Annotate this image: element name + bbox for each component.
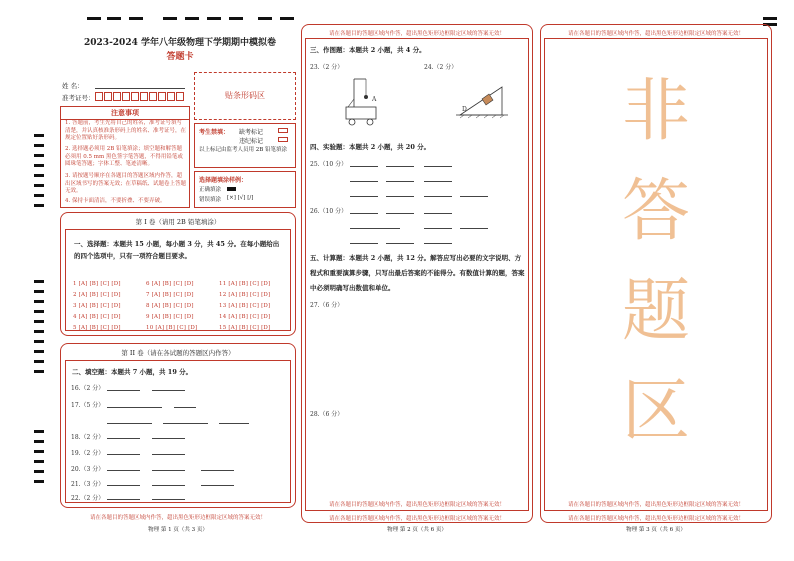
cart-figure bbox=[338, 71, 386, 129]
answer-line[interactable] bbox=[386, 243, 414, 244]
answer-line[interactable] bbox=[424, 166, 452, 167]
answer-line[interactable] bbox=[350, 196, 378, 197]
note-3: 3. 请按题号顺序在各题目的答题区域内作答，超出区域书写的答案无效；在草稿纸、试题卷上答题无效。 bbox=[65, 173, 187, 194]
section-2-instruction: 二、填空题：本题共 7 小题，共 19 分。 bbox=[72, 368, 193, 376]
answer-line[interactable] bbox=[350, 166, 378, 167]
note-4: 4. 保持卡面清洁，不要折叠、不要弄破。 bbox=[65, 198, 166, 204]
fill-example-title: 选择题填涂样例： bbox=[199, 177, 248, 184]
question-19-label: 19.（2 分） bbox=[71, 450, 105, 457]
wrong-fill-label: 错误填涂 bbox=[199, 197, 222, 203]
id-boxes[interactable] bbox=[95, 92, 188, 101]
choice-row[interactable]: 11 [A] [B] [C] [D] bbox=[219, 281, 271, 287]
answer-line[interactable] bbox=[152, 438, 185, 439]
name-label: 姓 名： bbox=[62, 82, 84, 90]
fill-blank-area bbox=[65, 360, 291, 503]
choice-row[interactable]: 10 [A] [B] [C] [D] bbox=[146, 325, 198, 331]
page-2 bbox=[301, 24, 533, 523]
absent-checkbox[interactable] bbox=[278, 128, 288, 133]
choice-row[interactable]: 2 [A] [B] [C] [D] bbox=[73, 292, 121, 298]
wrong-fill-samples: [×] [√] [/] bbox=[227, 195, 254, 201]
page-3-footer: 物理 第 3 页（共 6 页） bbox=[626, 527, 686, 533]
correct-fill-sample bbox=[227, 187, 236, 191]
question-25-label: 25.（10 分） bbox=[310, 161, 348, 168]
choice-row[interactable]: 8 [A] [B] [C] [D] bbox=[146, 303, 194, 309]
page-2-footer: 物理 第 2 页（共 6 页） bbox=[387, 527, 447, 533]
fill-example-box bbox=[194, 171, 296, 208]
answer-line[interactable] bbox=[107, 454, 140, 455]
choice-row[interactable]: 12 [A] [B] [C] [D] bbox=[219, 292, 271, 298]
page-2-answer-area bbox=[305, 38, 529, 511]
answer-line[interactable] bbox=[350, 213, 378, 214]
non-answer-char-4: 区 bbox=[621, 372, 690, 451]
choice-row[interactable]: 15 [A] [B] [C] [D] bbox=[219, 325, 271, 331]
exam-mark-box bbox=[194, 123, 296, 168]
answer-line[interactable] bbox=[386, 196, 414, 197]
answer-line[interactable] bbox=[152, 390, 185, 391]
sheet-title: 2023-2024 学年八年级物理下学期期中模拟卷 bbox=[84, 38, 276, 48]
exam-mark-note: 以上标记由监考人员用 2B 铅笔填涂 bbox=[199, 147, 288, 153]
section-3-instruction: 三、作图题：本题共 2 小题，共 4 分。 bbox=[310, 46, 426, 54]
section-1-instruction: 一、选择题：本题共 15 小题，每小题 3 分，共 45 分。在每小题给出的四个选项中，只有一项符合题目要求。 bbox=[74, 240, 280, 260]
choice-row[interactable]: 6 [A] [B] [C] [D] bbox=[146, 281, 194, 287]
answer-line[interactable] bbox=[152, 470, 185, 471]
choice-row[interactable]: 14 [A] [B] [C] [D] bbox=[219, 314, 271, 320]
note-1: 1. 答题前，考生先将自己的姓名，准考证号填写清楚，并认真核准条形码上的姓名、准考证号，在规定位置贴好条形码。 bbox=[65, 120, 187, 141]
page-3-no-answer-area bbox=[544, 38, 768, 511]
choice-row[interactable]: 5 [A] [B] [C] [D] bbox=[73, 325, 121, 331]
notes-title: 注意事项 bbox=[61, 108, 189, 120]
question-21-label: 21.（3 分） bbox=[71, 481, 105, 488]
question-17-label: 17.（5 分） bbox=[71, 402, 105, 409]
answer-line[interactable] bbox=[107, 485, 140, 486]
page-1-warning: 请在各题目的答题区域内作答，超出黑色矩形边框限定区域的答案无效！ bbox=[89, 515, 266, 521]
choice-row[interactable]: 9 [A] [B] [C] [D] bbox=[146, 314, 194, 320]
choice-row[interactable]: 1 [A] [B] [C] [D] bbox=[73, 281, 121, 287]
question-16-label: 16.（2 分） bbox=[71, 385, 105, 392]
notes-box bbox=[60, 106, 190, 208]
answer-line[interactable] bbox=[107, 470, 140, 471]
question-22-label: 22.（2 分） bbox=[71, 495, 105, 502]
section-4-instruction: 四、实验题：本题共 2 小题，共 20 分。 bbox=[310, 143, 431, 151]
answer-line[interactable] bbox=[174, 407, 196, 408]
absent-label: 缺考标记 bbox=[239, 129, 264, 136]
section-5-instruction: 五、计算题：本题共 2 小题，共 12 分。解答应写出必要的文字说明、方程式和重要演算步骤，只写出最后答案的不能得分。有数值计算的题，答案中必须明确写出数值和单位。 bbox=[310, 254, 525, 292]
answer-line[interactable] bbox=[386, 166, 414, 167]
question-28-label: 28.（6 分） bbox=[310, 411, 344, 418]
answer-line[interactable] bbox=[424, 196, 452, 197]
question-26-label: 26.（10 分） bbox=[310, 208, 348, 215]
barcode-label: 贴条形码区 bbox=[225, 91, 265, 100]
answer-line[interactable] bbox=[424, 213, 452, 214]
name-field[interactable] bbox=[95, 88, 185, 89]
choice-row[interactable]: 3 [A] [B] [C] [D] bbox=[73, 303, 121, 309]
non-answer-char-2: 答 bbox=[621, 172, 690, 251]
answer-line[interactable] bbox=[201, 470, 234, 471]
page-3 bbox=[540, 24, 772, 523]
section-2-box bbox=[60, 343, 296, 508]
id-label: 准考证号： bbox=[62, 94, 95, 102]
answer-line[interactable] bbox=[424, 243, 452, 244]
note-2: 2. 选择题必须用 2B 铅笔填涂；填空题和解答题必须用 0.5 mm 黑色签字笔答题，不得用铅笔或圆珠笔答题；字体工整、笔迹清晰。 bbox=[65, 146, 183, 167]
answer-line[interactable] bbox=[152, 485, 185, 486]
answer-line[interactable] bbox=[350, 243, 378, 244]
answer-line[interactable] bbox=[163, 423, 208, 424]
answer-line[interactable] bbox=[152, 499, 185, 500]
page-2-warning-bottom: 请在各题目的答题区域内作答，超出黑色矩形边框限定区域的答案无效！ bbox=[328, 516, 505, 522]
question-18-label: 18.（2 分） bbox=[71, 434, 105, 441]
cheat-checkbox[interactable] bbox=[278, 137, 288, 142]
page-3-warning-top: 请在各题目的答题区域内作答，超出黑色矩形边框限定区域的答案无效！ bbox=[567, 31, 744, 37]
answer-line[interactable] bbox=[386, 181, 414, 182]
answer-line[interactable] bbox=[350, 228, 400, 229]
page-2-warning-top: 请在各题目的答题区域内作答，超出黑色矩形边框限定区域的答案无效！ bbox=[328, 31, 505, 37]
page-3-warning-bottom: 请在各题目的答题区域内作答，超出黑色矩形边框限定区域的答案无效！ bbox=[567, 516, 744, 522]
choice-row[interactable]: 4 [A] [B] [C] [D] bbox=[73, 314, 121, 320]
section-2-header: 第 II 卷（请在各试题的答题区内作答） bbox=[121, 349, 235, 357]
answer-line[interactable] bbox=[107, 423, 152, 424]
answer-line[interactable] bbox=[350, 181, 378, 182]
answer-line[interactable] bbox=[201, 485, 234, 486]
choice-row[interactable]: 13 [A] [B] [C] [D] bbox=[219, 303, 271, 309]
answer-line[interactable] bbox=[107, 407, 162, 408]
non-answer-char-1: 非 bbox=[621, 72, 690, 151]
label-a: A bbox=[372, 96, 377, 103]
answer-line[interactable] bbox=[107, 390, 140, 391]
question-27-label: 27.（6 分） bbox=[310, 302, 344, 309]
section-1-box bbox=[60, 212, 296, 336]
answer-line[interactable] bbox=[107, 438, 140, 439]
answer-line[interactable] bbox=[460, 228, 488, 229]
non-answer-char-3: 题 bbox=[621, 272, 690, 351]
page-3-warning-mid: 请在各题目的答题区域内作答，超出黑色矩形边框限定区域的答案无效！ bbox=[567, 502, 744, 508]
correct-fill-label: 正确填涂 bbox=[199, 187, 222, 193]
answer-line[interactable] bbox=[424, 181, 452, 182]
choice-area bbox=[65, 229, 291, 331]
barcode-area bbox=[194, 72, 296, 120]
page-1-footer: 物理 第 1 页（共 3 页） bbox=[148, 527, 208, 533]
section-1-header: 第 I 卷（请用 2B 铅笔填涂） bbox=[135, 218, 221, 226]
question-23-label: 23.（2 分） bbox=[310, 64, 344, 71]
label-d: D bbox=[462, 106, 467, 113]
cheat-label: 违纪标记 bbox=[239, 138, 264, 145]
page-2-warning-mid: 请在各题目的答题区域内作答，超出黑色矩形边框限定区域的答案无效！ bbox=[328, 502, 505, 508]
question-20-label: 20.（3 分） bbox=[71, 466, 105, 473]
choice-row[interactable]: 7 [A] [B] [C] [D] bbox=[146, 292, 194, 298]
incline-figure bbox=[456, 81, 511, 121]
sheet-subtitle: 答题卡 bbox=[166, 52, 194, 62]
answer-line[interactable] bbox=[424, 228, 452, 229]
answer-line[interactable] bbox=[219, 423, 249, 424]
answer-line[interactable] bbox=[460, 196, 488, 197]
answer-line[interactable] bbox=[386, 213, 414, 214]
answer-line[interactable] bbox=[152, 454, 185, 455]
question-24-label: 24.（2 分） bbox=[424, 64, 458, 71]
exam-mark-title: 考生禁填： bbox=[199, 129, 230, 136]
answer-line[interactable] bbox=[107, 499, 140, 500]
